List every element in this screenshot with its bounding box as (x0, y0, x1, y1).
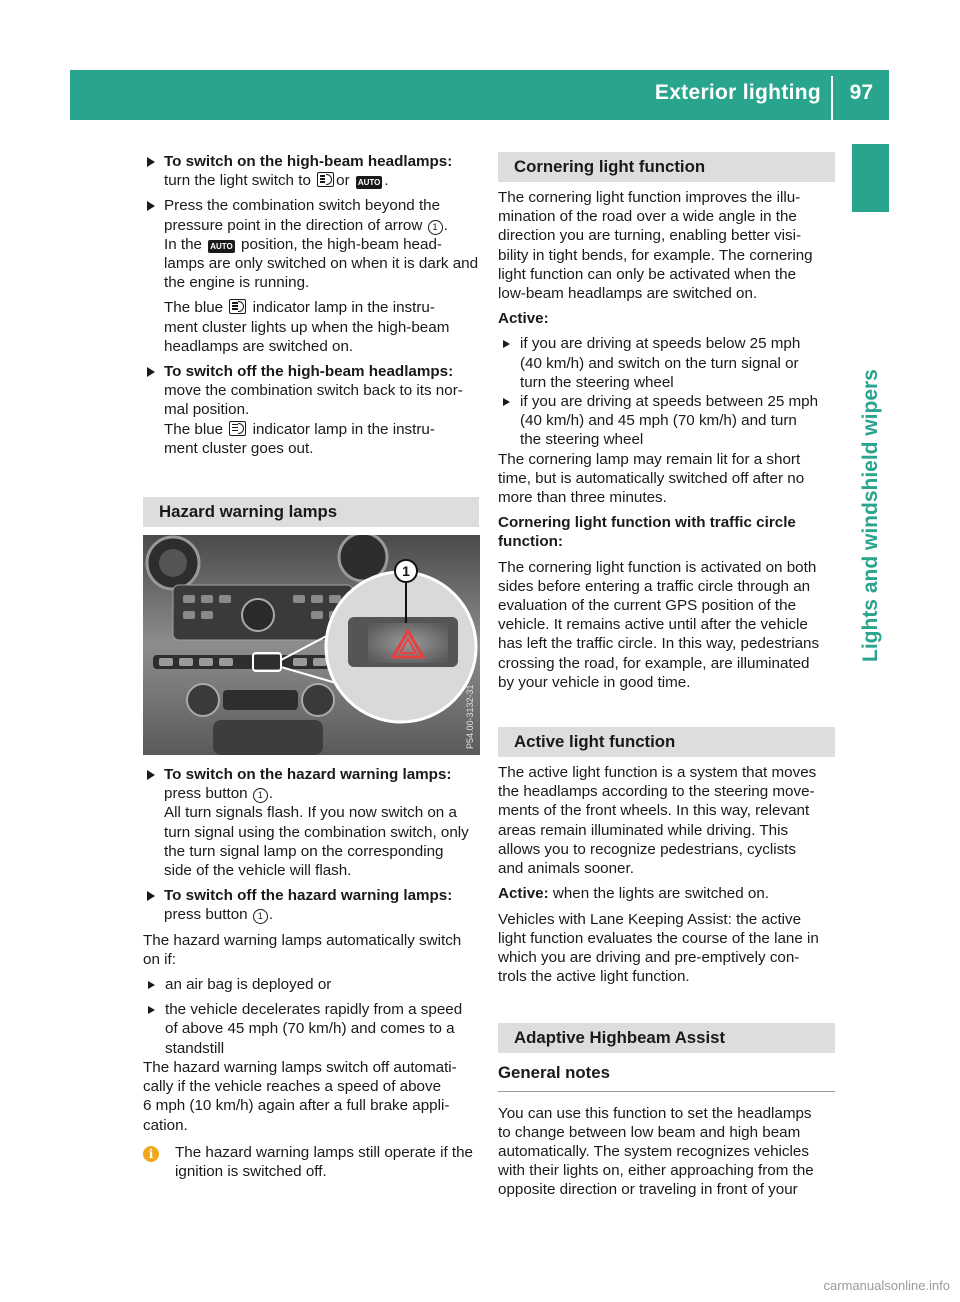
text-line: pressure point in the direction of arrow 1 . (164, 216, 448, 234)
step-hazard-on (143, 765, 479, 880)
text-line: on if: (143, 950, 176, 968)
text-line: cally if the vehicle reaches a speed of above (143, 1078, 442, 1096)
text-line: vehicle. It remains active until after the vehicle (498, 616, 808, 634)
bullet-item (143, 975, 479, 994)
text-line: turn the steering wheel (520, 373, 674, 391)
text-line: the headlamps according to the steering move- (498, 783, 815, 801)
text-line: which you are driving and pre-emptively con- (498, 948, 800, 966)
text-line: The hazard warning lamps still operate if the (175, 1143, 473, 1161)
section-heading-cornering: Cornering light function (498, 152, 835, 182)
bullet-item (498, 334, 835, 392)
text-line: The cornering lamp may remain lit for a short (498, 450, 801, 468)
step-press-switch (143, 196, 479, 356)
text-line: You can use this function to set the headlamps (498, 1104, 812, 1122)
text-line: automatically. The system recognizes vehicles (498, 1142, 809, 1160)
text-line: (40 km/h) and 45 mph (70 km/h) and turn (520, 412, 797, 430)
text-line: the vehicle decelerates rapidly from a speed (165, 1001, 463, 1019)
text-line: sides before entering a traffic circle through an (498, 577, 811, 595)
subheading-general-notes: General notes (498, 1063, 835, 1091)
dashboard-illustration (143, 535, 480, 755)
text-line: 6 mph (10 km/h) again after a full brake appli- (143, 1097, 450, 1115)
text-line: The cornering light function is activated on both (498, 558, 817, 576)
watermark: carmanualsonline.info (823, 1278, 950, 1293)
text-line: side of the vehicle will flash. (164, 862, 352, 880)
text-line: The blue indicator lamp in the instru- (164, 299, 435, 317)
step-title: To switch off the hazard warning lamps: (164, 887, 453, 905)
header-separator (831, 76, 833, 120)
step-arrow-icon (147, 770, 155, 780)
text-line: time, but is automatically switched off after no (498, 469, 805, 487)
text-line: if you are driving at speeds below 25 mph (520, 335, 801, 353)
active-label: Active: (498, 310, 549, 328)
text-line: of above 45 mph (70 km/h) and comes to a (165, 1020, 455, 1038)
photo-callout-label: 1 (402, 563, 410, 580)
text-line: opposite direction or traveling in front of your (498, 1181, 798, 1199)
text-line: move the combination switch back to its nor- (164, 382, 463, 400)
text-line: The active light function is a system that moves (498, 764, 817, 782)
bullet-item (498, 392, 835, 450)
step-title: To switch off the high-beam headlamps: (164, 363, 454, 381)
cornering-intro (498, 188, 835, 303)
section-heading-adaptive-highbeam: Adaptive Highbeam Assist (498, 1023, 835, 1053)
callout-one-icon: 1 (253, 788, 268, 803)
text-line: trols the active light function. (498, 968, 690, 986)
text-line: the steering wheel (520, 431, 644, 449)
text-line: the turn signal lamp on the corresponding (164, 842, 444, 860)
photo-code: P54.00-3132-31 (465, 684, 475, 750)
text-line: bility in tight bends, for example. The cornering (498, 246, 813, 264)
text-line: Vehicles with Lane Keeping Assist: the active (498, 910, 802, 928)
text-line: light function evaluates the course of the lane in (498, 929, 819, 947)
bullet-icon (503, 398, 510, 406)
text-line: The hazard warning lamps automatically switch (143, 931, 462, 949)
text-line: more than three minutes. (498, 489, 667, 507)
section-heading-active-light: Active light function (498, 727, 835, 757)
text-line: crossing the road, for example, are illuminated (498, 654, 810, 672)
callout-one-icon: 1 (253, 909, 268, 924)
step-arrow-icon (147, 367, 155, 377)
text-line: the engine is running. (164, 274, 310, 292)
text-line: an air bag is deployed or (165, 976, 332, 994)
text-line: mination of the road over a wide angle in the (498, 208, 797, 226)
info-note (143, 1143, 479, 1181)
text-line: low-beam headlamps are switched on. (498, 285, 758, 303)
page-number: 97 (849, 81, 873, 104)
traffic-circle-text (498, 558, 835, 692)
text-line: Press the combination switch beyond the (164, 197, 441, 215)
text-line: ments of the front wheels. In this way, relevant (498, 802, 810, 820)
subheading: Cornering light function with traffic circle (498, 514, 796, 532)
step-text: turn the light switch to or AUTO . (164, 172, 389, 190)
info-icon: i (143, 1146, 159, 1162)
text-line: The cornering light function improves the illu- (498, 189, 801, 206)
text-line: turn signal using the combination switch, only (164, 823, 469, 841)
lane-keeping-text (498, 910, 835, 987)
text-line: if you are driving at speeds between 25 mph (520, 393, 819, 411)
text-line: standstill (165, 1039, 225, 1057)
low-beam-icon (317, 172, 334, 187)
text-line: has left the traffic circle. In this way, pedestrians (498, 635, 820, 653)
auto-icon: AUTO (210, 241, 233, 251)
left-column (143, 152, 479, 1181)
text-line: mal position. (164, 401, 250, 419)
text-line: light function can only be activated when the (498, 265, 797, 283)
header-title: Exterior lighting (654, 81, 821, 104)
section-heading-hazard: Hazard warning lamps (143, 497, 479, 527)
text-line: direction you are turning, enabling better visi- (498, 227, 802, 245)
hazard-button-photo (143, 535, 480, 755)
text-line: and animals sooner. (498, 860, 634, 878)
text-line: by your vehicle in good time. (498, 673, 691, 691)
active-light-intro (498, 763, 835, 878)
text-line: allows you to recognize pedestrians, cyclists (498, 840, 796, 858)
adaptive-intro (498, 1104, 835, 1200)
step-arrow-icon (147, 201, 155, 211)
side-tab-marker (852, 144, 889, 212)
text-line: with their lights on, either approaching from the (498, 1162, 814, 1180)
step-title: To switch on the high-beam headlamps: (164, 153, 453, 170)
text-line: to change between low beam and high beam (498, 1123, 801, 1141)
text-line: The hazard warning lamps switch off automati- (143, 1058, 457, 1076)
text-line: press button 1 . (164, 906, 274, 924)
step-hazard-off (143, 886, 479, 924)
high-beam-icon (229, 421, 246, 436)
auto-icon: AUTO (357, 178, 381, 188)
text-line: press button 1 . (164, 785, 274, 803)
callout-one-icon: 1 (428, 220, 443, 235)
step-arrow-icon (147, 157, 155, 167)
side-tab-label: Lights and windshield wipers (859, 369, 882, 662)
bullet-icon (148, 1006, 155, 1014)
header-bar (70, 70, 889, 120)
text-line: lamps are only switched on when it is dark and (164, 255, 479, 273)
text-line: evaluation of the current GPS position of the (498, 597, 797, 615)
text-line: cation. (143, 1116, 188, 1134)
text-line: The blue indicator lamp in the instru- (164, 420, 435, 438)
text-line: All turn signals flash. If you now switch on a (164, 804, 457, 822)
step-title: To switch on the hazard warning lamps: (164, 766, 452, 784)
text-line: Active: when the lights are switched on. (498, 885, 770, 903)
step-high-beam-off (143, 362, 479, 458)
text-line: headlamps are switched on. (164, 337, 354, 355)
text-line: ignition is switched off. (175, 1162, 327, 1180)
bullet-icon (148, 981, 155, 989)
text-line: ment cluster goes out. (164, 439, 314, 457)
high-beam-icon (229, 299, 246, 314)
subheading: function: (498, 533, 563, 551)
right-column (498, 152, 835, 1200)
text-line: (40 km/h) and switch on the turn signal or (520, 354, 799, 372)
bullet-item (143, 1000, 479, 1058)
text-line: ment cluster lights up when the high-beam (164, 318, 450, 336)
bullet-icon (503, 340, 510, 348)
step-arrow-icon (147, 891, 155, 901)
text-line: In the AUTO position, the high-beam head- (164, 235, 442, 253)
text-line: areas remain illuminated while driving. This (498, 821, 789, 839)
step-high-beam-on (143, 152, 479, 190)
